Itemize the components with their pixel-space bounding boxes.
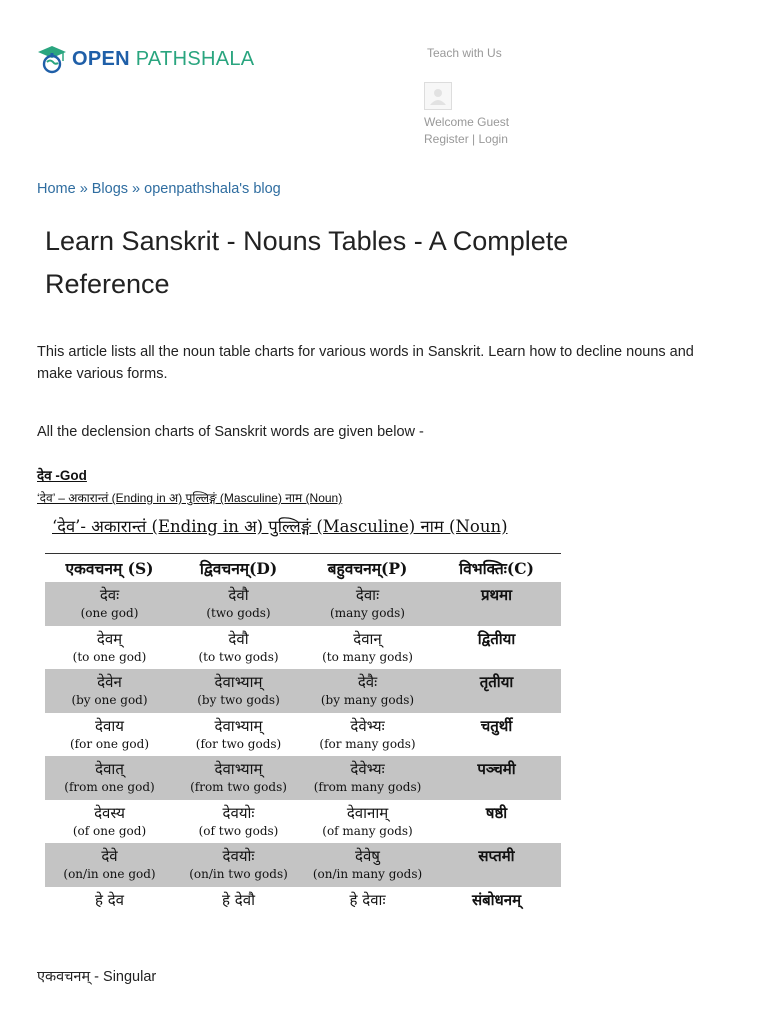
- dual-cell: [174, 887, 303, 917]
- declension-table: [45, 553, 561, 917]
- breadcrumb-home[interactable]: Home: [37, 181, 76, 197]
- singular-cell: [45, 887, 174, 917]
- teach-with-us-link[interactable]: Teach with Us: [427, 46, 502, 60]
- singular-form: देवस्य: [94, 803, 125, 822]
- welcome-guest-text: Welcome Guest: [424, 115, 510, 129]
- plural-form: हे देवाः: [349, 890, 386, 909]
- graduation-cap-globe-icon: [36, 44, 68, 74]
- dual-meaning: (of two gods): [198, 823, 279, 838]
- case-name: पञ्चमी: [477, 760, 516, 778]
- breadcrumb-separator: »: [79, 181, 88, 197]
- breadcrumb-blog-owner[interactable]: openpathshala's blog: [144, 181, 281, 197]
- case-cell: [432, 669, 561, 713]
- header-plural: बहुवचनम्(P): [327, 559, 408, 578]
- breadcrumb: [37, 181, 281, 197]
- table-row: [45, 582, 561, 626]
- dual-form: देवौ: [228, 586, 249, 604]
- singular-cell: [45, 713, 174, 757]
- dual-meaning: (from two gods): [190, 780, 287, 794]
- plural-cell: [303, 887, 432, 917]
- case-cell: [432, 843, 561, 887]
- case-name: चतुर्थी: [480, 716, 513, 735]
- header-singular: एकवचनम् (S): [65, 559, 154, 578]
- site-logo[interactable]: [36, 44, 254, 74]
- singular-form: देवम्: [96, 629, 123, 648]
- singular-form: देवेन: [97, 673, 122, 691]
- table-row: [45, 626, 561, 670]
- case-name: तृतीया: [479, 673, 514, 691]
- auth-links: [424, 132, 508, 146]
- dual-meaning: (on/in two gods): [189, 867, 288, 881]
- register-link[interactable]: Register: [424, 132, 469, 146]
- singular-meaning: (for one god): [69, 736, 150, 751]
- singular-meaning: (on/in one god): [63, 867, 156, 881]
- dual-form: देवाभ्याम्: [214, 760, 263, 778]
- plural-meaning: (for many gods): [319, 736, 416, 751]
- singular-cell: [45, 843, 174, 887]
- word-heading: देव -God: [37, 468, 87, 483]
- plural-cell: [303, 756, 432, 800]
- user-avatar[interactable]: [424, 82, 452, 110]
- plural-cell: [303, 843, 432, 887]
- singular-form: देवाय: [95, 716, 124, 735]
- plural-meaning: (many gods): [330, 606, 405, 620]
- case-cell: [432, 887, 561, 917]
- dual-form: देवयोः: [222, 847, 255, 865]
- plural-cell: [303, 626, 432, 670]
- table-row: [45, 800, 561, 844]
- singular-definition: एकवचनम् - Singular: [37, 969, 157, 985]
- plural-cell: [303, 669, 432, 713]
- case-name: संबोधनम्: [471, 890, 522, 909]
- case-cell: [432, 800, 561, 844]
- logo-open-text: OPEN: [72, 47, 130, 70]
- breadcrumb-separator: »: [132, 181, 141, 197]
- table-row: [45, 843, 561, 887]
- intro-paragraph: This article lists all the noun table charts for various words in Sanskrit. Learn how to decline nouns and make various forms.: [37, 344, 694, 382]
- header-dual: द्विवचनम्(D): [199, 559, 278, 578]
- plural-meaning: (on/in many gods): [312, 867, 423, 881]
- dual-meaning: (by two gods): [197, 693, 280, 707]
- case-name: षष्ठी: [485, 803, 508, 822]
- logo-pathshala-text: PATHSHALA: [135, 47, 255, 70]
- singular-form: देवे: [101, 847, 118, 865]
- dual-cell: [174, 582, 303, 626]
- singular-form: हे देव: [94, 890, 125, 909]
- login-link[interactable]: Login: [478, 132, 508, 146]
- plural-form: देवेभ्यः: [350, 716, 385, 735]
- singular-meaning: (from one god): [64, 780, 155, 794]
- table-row: [45, 887, 561, 917]
- case-name: द्वितीया: [477, 629, 516, 648]
- singular-meaning: (by one god): [71, 693, 148, 707]
- dual-form: देवाभ्याम्: [214, 716, 263, 735]
- plural-form: देवैः: [357, 673, 378, 691]
- dual-meaning: (to two gods): [198, 649, 279, 664]
- dual-form: देवाभ्याम्: [214, 673, 263, 691]
- case-cell: [432, 756, 561, 800]
- plural-form: देवाः: [355, 586, 380, 604]
- header-case: विभक्तिः(C): [459, 559, 534, 578]
- plural-meaning: (of many gods): [322, 823, 413, 838]
- case-name: प्रथमा: [481, 586, 512, 604]
- singular-form: देवः: [99, 586, 120, 604]
- singular-cell: [45, 800, 174, 844]
- plural-meaning: (by many gods): [320, 693, 415, 707]
- singular-cell: [45, 669, 174, 713]
- table-header-row: [45, 554, 561, 582]
- case-cell: [432, 626, 561, 670]
- dual-form: देवयोः: [222, 803, 255, 822]
- case-name: सप्तमी: [478, 847, 515, 865]
- plural-meaning: (from many gods): [313, 780, 422, 794]
- dual-cell: [174, 713, 303, 757]
- plural-form: देवेषु: [355, 847, 380, 865]
- plural-cell: [303, 582, 432, 626]
- singular-cell: [45, 756, 174, 800]
- page-title: Learn Sanskrit - Nouns Tables - A Complete Reference: [45, 226, 569, 299]
- plural-form: देवान्: [353, 629, 382, 648]
- auth-separator: |: [472, 132, 476, 146]
- dual-cell: [174, 756, 303, 800]
- dual-form: देवौ: [228, 629, 249, 648]
- user-silhouette-icon: [425, 83, 451, 109]
- singular-form: देवात्: [95, 760, 124, 778]
- plural-meaning: (to many gods): [322, 649, 413, 664]
- dual-meaning: (for two gods): [195, 736, 282, 751]
- singular-cell: [45, 582, 174, 626]
- table-row: [45, 713, 561, 757]
- singular-meaning: (to one god): [72, 649, 147, 664]
- singular-meaning: (one god): [80, 606, 139, 620]
- case-cell: [432, 713, 561, 757]
- dual-cell: [174, 800, 303, 844]
- plural-cell: [303, 713, 432, 757]
- dual-cell: [174, 843, 303, 887]
- breadcrumb-blogs[interactable]: Blogs: [91, 181, 129, 197]
- table-row: [45, 669, 561, 713]
- singular-cell: [45, 626, 174, 670]
- case-cell: [432, 582, 561, 626]
- dual-form: हे देवौ: [222, 890, 255, 909]
- dual-meaning: (two gods): [206, 606, 271, 620]
- table-row: [45, 756, 561, 800]
- singular-meaning: (of one god): [72, 823, 147, 838]
- table-caption: ‘देव’- अकारान्तं (Ending in अ) पुल्लिङ्गं (Masculine) नाम (Noun): [52, 517, 508, 536]
- dual-cell: [174, 669, 303, 713]
- dual-cell: [174, 626, 303, 670]
- intro-paragraph-2: All the declension charts of Sanskrit words are given below -: [37, 424, 424, 440]
- plural-cell: [303, 800, 432, 844]
- plural-form: देवेभ्यः: [350, 760, 385, 778]
- plural-form: देवानाम्: [346, 803, 389, 822]
- word-subheading: ‘देव’ – अकारान्तं (Ending in अ) पुल्लिङ्गं (Masculine) नाम (Noun): [37, 491, 343, 505]
